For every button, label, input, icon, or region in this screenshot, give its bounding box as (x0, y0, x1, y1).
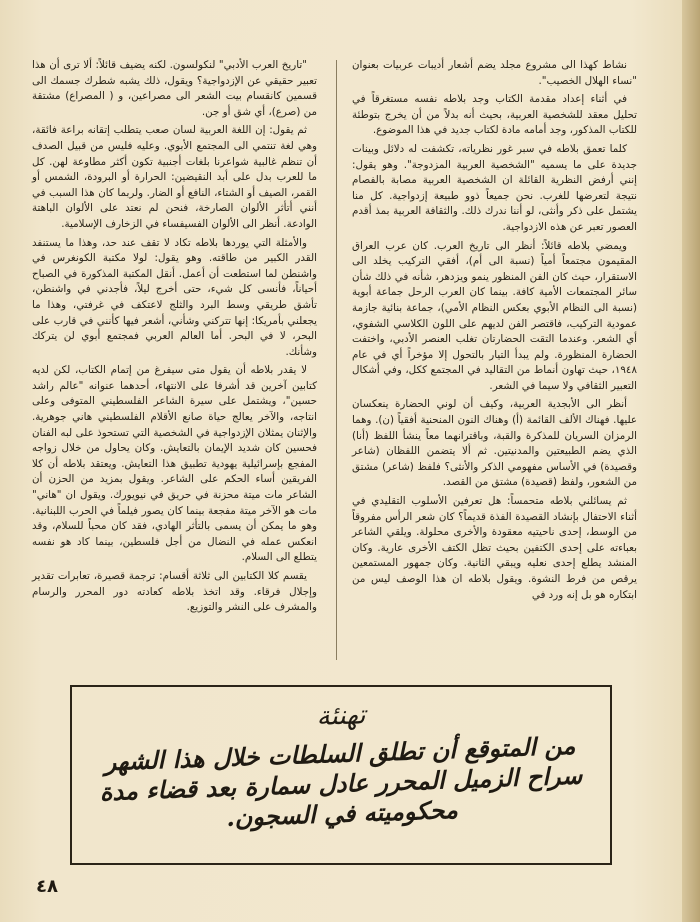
paragraph: في أثناء إعداد مقدمة الكتاب وجد بلاطه نفسه مستغرقاً في تحليل معقد للشخصية العربية، بحيث أنه بدلاً من أن يخرج بتوطئة للكتاب المذكور، وجد أمامه مادة لكتاب جديد في هذا الموضوع. (352, 93, 637, 137)
paragraph: "تاريخ العرب الأدبي" لنكولسون. لكنه يضيف قائلاً: ألا ترى أن هذا تعبير حقيقي عن الإزدواجية؟ ويقول، ذلك يشبه شطرك جسمك الى قسمين كانقسام بيت الشعر الى مصراعين، و ( المصراع) مشتقة من (صرع)، أي شق أو جن. (32, 59, 317, 118)
paragraph: ثم يسائلني بلاطه متحمساً: هل تعرفين الأسلوب التقليدي في أثناء الاحتفال بإنشاد القصيدة الفذة قديماً؟ كان شعر الرأس مفروقاً من الوسط، إحدى ناحيتيه معقودة والأخرى محلولة. ويلقي الشاعر بعباءته على إحدى الكتفين بحيث تظل الكتف الأخرى عارية. وكان المنشد يطلع إحدى نعليه ويبقي الثانية. وكان جمهور المستمعين يرقص من فرط النشوة. ويقول بلاطه ان هذا الوصف ليس من ابتكاره هو بل إنه ورد في (352, 495, 637, 601)
page-spine (682, 0, 700, 922)
paragraph: نشاط كهذا الى مشروع مجلد يضم أشعار أديبات عربيات بعنوان "نساء الهلال الخصيب". (352, 59, 637, 87)
article-column-left (32, 58, 317, 619)
notice-body: من المتوقع أن تطلق السلطات خلال هذا الشهر سراح الزميل المحرر عادل سمارة بعد قضاء مدة محكوميته في السجون. (99, 730, 583, 833)
paragraph: يقسم كلا الكتابين الى ثلاثة أقسام: ترجمة قصيرة، تعابرات تقدير وإجلال فرقاء. وقد اتخذ بلاطه كعادته دور المحرر والرسام والمشرف على النشر والتوزيع. (32, 570, 317, 614)
paragraph: لا يقدر بلاطه أن يقول متى سيفرغ من إتمام الكتاب، لكن لديه كتابين آخرين قد أشرفا على الانتهاء، أحدهما عنوانه "عالم راشد حسين"، ويشتمل على سيرة الشاعر الفلسطيني المتوفى وعلى انتاجه، والآخر يعالج حياة صانع الأقلام الفلسطيني هاني جوهرية. والإثنان يمثلان الإزدواجية في الشخصية التي تستحوذ على لبه الفنان فحسين كان شديد الإيمان بالتعايش. وكان يحاول من خلال زواجه المفجع بإسرائيلية يهودية تطبيق هذا التعايش. ويعتقد بلاطه أن كلا الفريقين أساء الحكم على الشاعر. ويقول بمزيد من الحزن أن الشاعر مات ميتة محزنة في حريق في نيويورك. ويقول ان "هاني" مات هو الآخر ميتة مفجعة بينما كان يصور فيلماً في الحرب اللبنانية. وهو ما يمكن أن يسمى بالتأثر الهادي، فقد كان محباً للسلام، وقد انعكس عمله في النضال من أجل فلسطين، بينما كاد هو نفسه يتطلع الى السلام. (32, 364, 317, 564)
paragraph: ثم يقول: إن اللغة العربية لسان صعب يتطلب إتقانه براعة فائقة، وهي لغة تنتمي الى المجتمع الأبوي. وعليه فليس من قبيل الصدف أن تنظم غالبية شواعرنا بلغات أجنبية تكون أكثر مطاوعة لهن. كل ما للعرب بدل على أبد النقيضين: الحرارة أو البرودة، الشمس أو القمر، الصيف أو الشتاء، النافع أو الضار. ولربما كان هذا السبب في أنني أتأثر الألوان الصارخة، فنحن لم نعتد على الألوان الباهتة الوادعة. أنظر الى الألوان الفسيفساء في الزخارف الإسلامية. (32, 124, 317, 230)
article-column-right (352, 58, 637, 606)
paragraph: أنظر الى الأبجدية العربية، وكيف أن لوني الحضارة ينعكسان عليها. فهناك الألف القائمة (أ) وهناك النون المنحنية أفقياً (ن). وهما الرمزان السريان للمذكرة والقبة، وباقترانهما معاً ينشأ اللفظ (أنا) الذي يضم الطبيعتين والمدنيتين. ثم ألا يتضمن اللفظان (شاعر وقصيدة) في الأساس مفهومي الذكر والأنثى؟ فلفظ (شاعر) مشتق من الشعور، ولفظ (قصيدة) مشتق من القصد. (352, 398, 637, 489)
paragraph: كلما تعمق بلاطه في سبر غور نظرياته، تكشفت له دلائل وبينات جديدة على ما يسميه "الشخصية العربية المزدوجة". وهو يقول: إنني أرفض النظرية القائلة ان الشخصية العربية مصابة بالفصام نتيجة لتعرضها للغرب. نحن جميعاً ذوو طبيعة إزدواجية. كل منا يشتمل على ذكر وأنثى، لو أننا ندرك ذلك. والثقافة العربية بمذ أقدم العصور تعبر عن هذه الازدواجية. (352, 142, 637, 233)
column-divider (336, 60, 337, 660)
paragraph: والأمثلة التي يوردها بلاطه تكاد لا تقف عند حد، وهذا ما يستنفد القدر الكبير من طاقته. وهو يقول: لولا مكتبة الكونغرس في واشنطن لما استطعت أن أعمل. أنقل المكتبة المذكورة في الصباح أحياناً، فأنسى كل شيء، حتى أخرج ليلاً، فأجدني في واشنطن، تأشق طريقي وسط البرد والثلج لاعتكف في غرفتي، وهذا ما يجعلني بأمريكا: إنها تتركني وشأني، أشعر فيها كأنني في قارب على البحر، لا في البحر. أما العالم العربي فمجتمع أبوي لن يتركك وشأنك. (32, 236, 317, 358)
page-number: ٤٨ (36, 876, 58, 897)
notice-title: تهنئة (316, 700, 366, 732)
congratulations-notice (70, 685, 612, 865)
paragraph: ويمضي بلاطه قائلاً: أنظر الى تاريخ العرب. كان عرب العراق المقيمون مجتمعاً أمياً (نسبة الى أم)، أفقي التركيب يخلد الى الاستقرار، حيث كان الفن المنظور ينمو ويزدهر، شأنه في ذلك شأن سائر المجتمعات الأمية كافة. بينما كان العرب الرحل جماعة أبوية (نسبة الى النظام الأبوي بعكس النظام الأمي)، جماعة بنائية جازمة عمودية التركيب، فاقتصر الفن لديهم على اللون الكلاسي الشفوي، أي الشعر. وعندما التقت الحضارتان تغلب العنصر الأدبي، واختفت الحضارة المنظورة. ولم يبدأ التيار بالتحول إلا مؤخراً أي في عام ١٩٤٨، حيث تهاون أنماط من التقاليد في المجتمع ككل، وفي أشكال التعبير الثقافي ولا سيما في الشعر. (352, 239, 637, 392)
